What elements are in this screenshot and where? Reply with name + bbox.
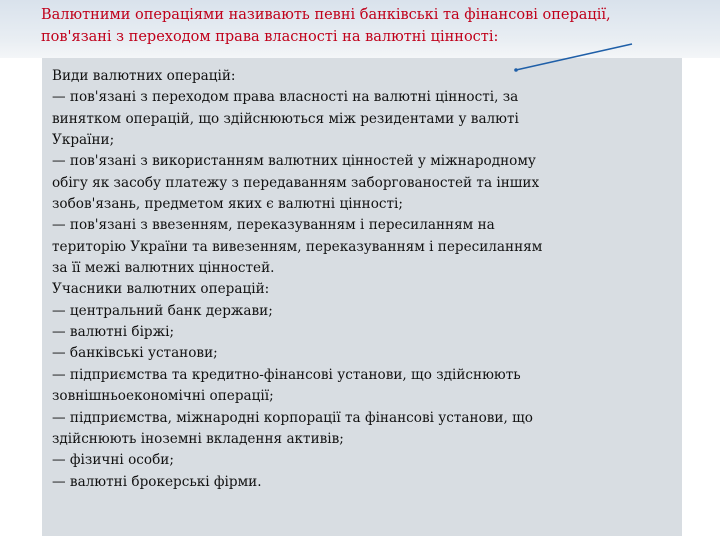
body-line: — пов'язані з ввезенням, переказуванням і пересиланням на: [52, 217, 495, 234]
body-line: обігу як засобу платежу з передаванням заборгованостей та інших: [52, 174, 540, 191]
body-line: — підприємства та кредитно-фінансові установи, що здійснюють: [52, 366, 521, 383]
body-line: — валютні брокерські фірми.: [52, 473, 262, 490]
slide-title: Валютними операціями називають певні банківські та фінансові операції, пов'язані з переходом права власності на валютні цінності:: [41, 7, 611, 45]
body-line: за її межі валютних цінностей.: [52, 260, 275, 277]
body-line: — підприємства, міжнародні корпорації та фінансові установи, що: [52, 409, 533, 426]
body-line: України;: [52, 132, 115, 149]
body-line: винятком операцій, що здійснюються між резидентами у валюті: [52, 110, 519, 127]
body-line: Види валютних операцій:: [52, 68, 236, 84]
body-line: територію України та вивезенням, переказуванням і пересиланням: [52, 238, 543, 255]
body-line: — фізичні особи;: [52, 452, 174, 469]
body-line: — валютні біржі;: [52, 324, 175, 341]
body-line: Учасники валютних операцій:: [52, 281, 270, 298]
body-line: — пов'язані з переходом права власності на валютні цінності, за: [52, 89, 519, 106]
body-line: здійснюють іноземні вкладення активів;: [52, 430, 344, 447]
body-line: зовнішньоекономічні операції;: [52, 388, 274, 405]
body-line: — центральний банк держави;: [52, 302, 273, 319]
body-line: — банківські установи;: [52, 345, 218, 362]
body-text: [52, 66, 652, 493]
body-line: зобов'язань, предметом яких є валютні цінності;: [52, 196, 403, 213]
body-line: — пов'язані з використанням валютних цінностей у міжнародному: [52, 153, 536, 170]
